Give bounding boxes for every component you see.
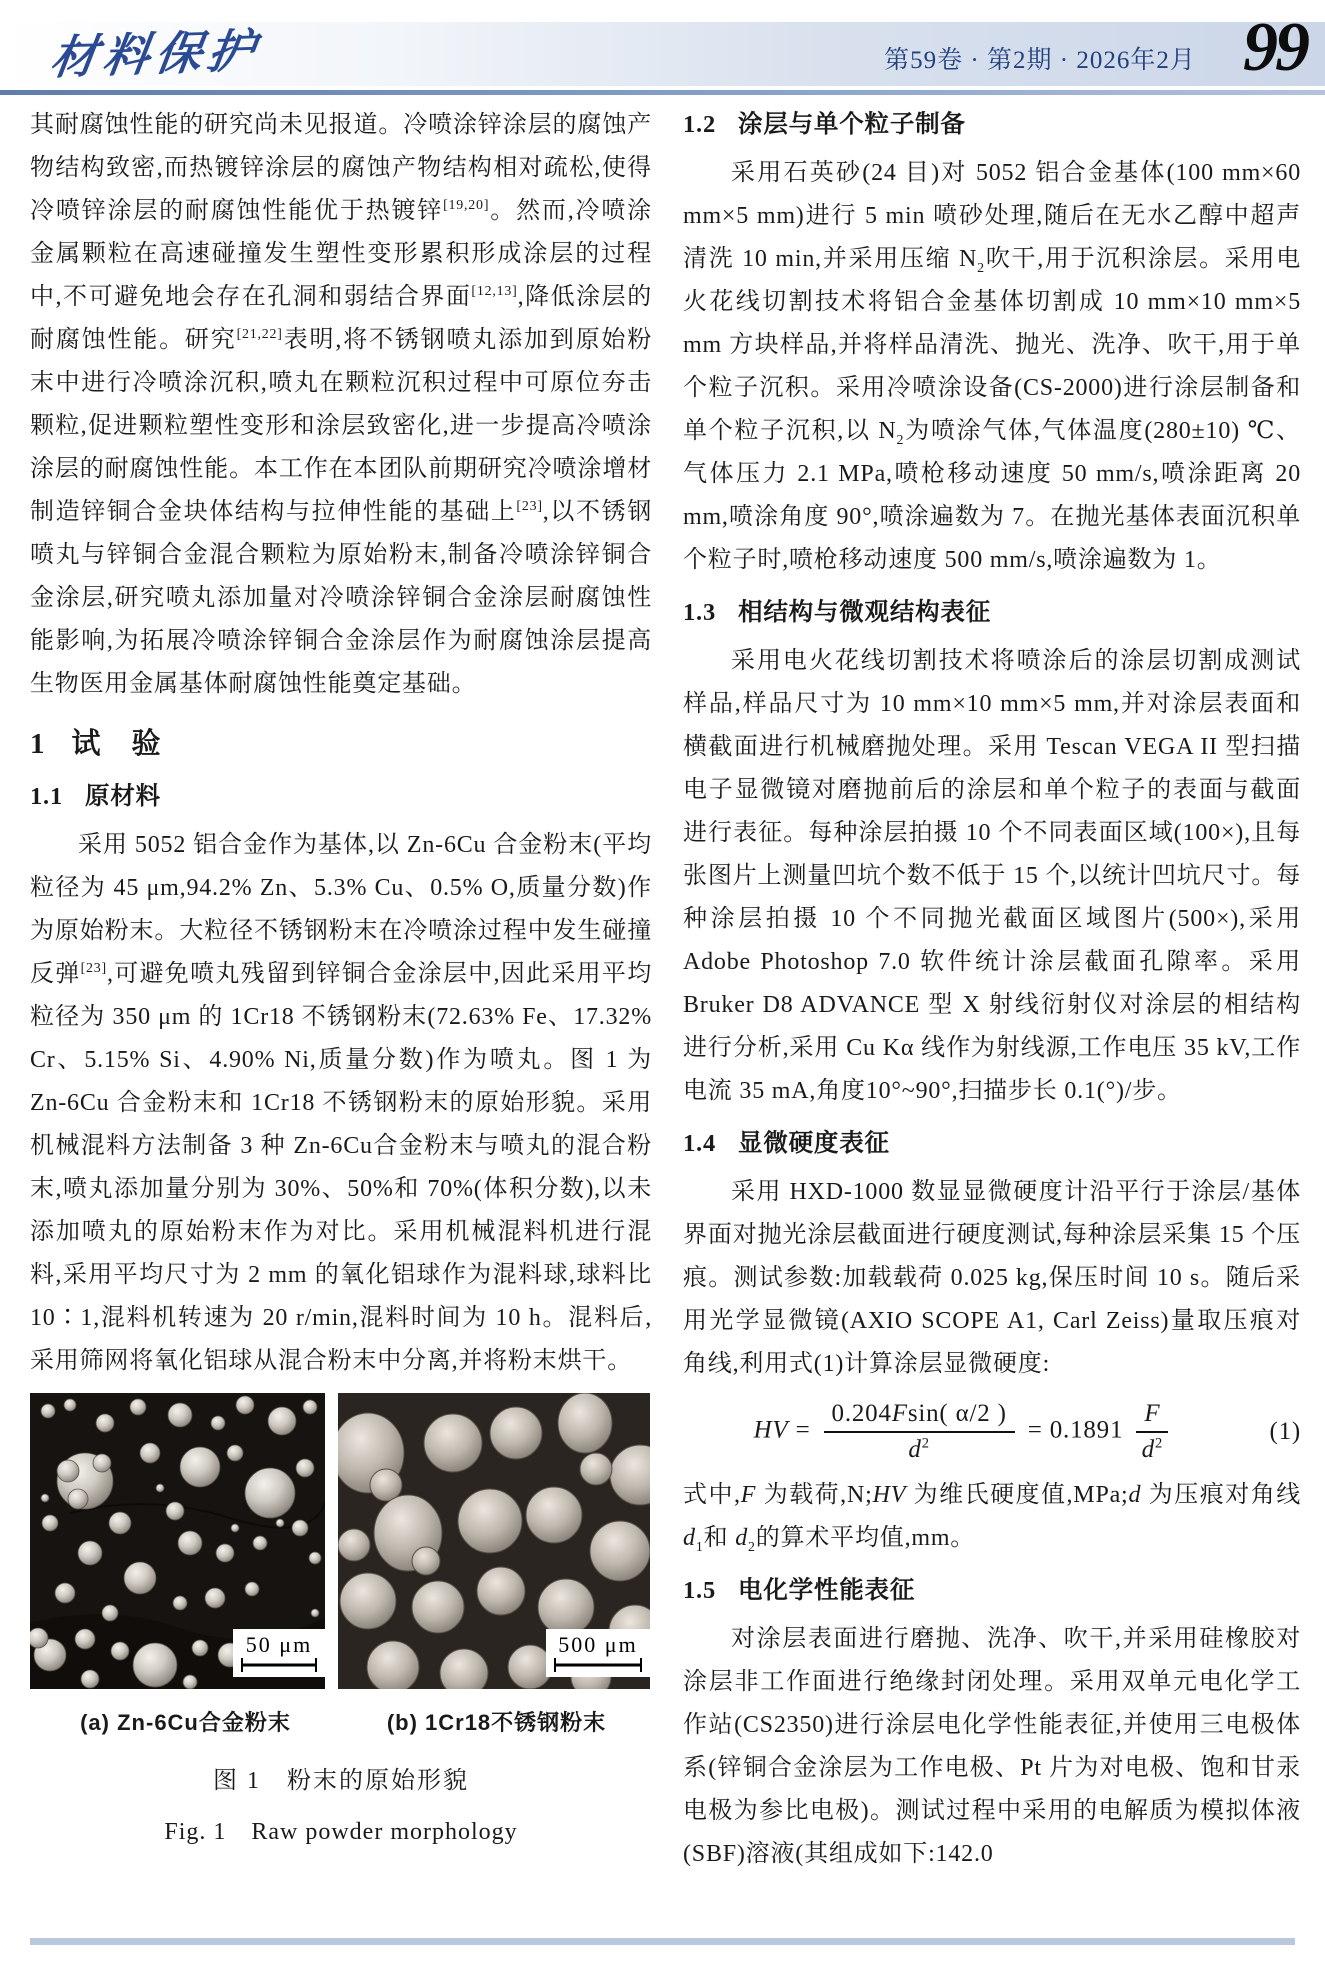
section-number: 1: [30, 728, 46, 760]
scale-bar-a: [233, 1629, 325, 1677]
scale-bar-line: [552, 1658, 644, 1672]
section-title: 相结构与微观结构表征: [738, 599, 992, 626]
figure-caption-en: Fig. 1 Raw powder morphology: [164, 1819, 518, 1845]
equation-fraction-1: $\frac{0.204Fsin( \alpha/2 )}{d^2}$: [824, 1400, 1015, 1464]
section-title: 原材料: [85, 783, 161, 810]
section-1-2-heading: [683, 104, 1301, 146]
header-rule: [0, 90, 1325, 95]
section-title: 电化学性能表征: [738, 1577, 916, 1604]
materials-paragraph: 采用 5052 铝合金作为基体,以 Zn-6Cu 合金粉末(平均粒径为 45 μm,94.2% Zn、5.3% Cu、0.5% O,质量分数)作为原始粉末。大粒径不锈钢粉末在冷喷涂过程中发生碰撞反弹[23],可避免喷丸残留到锌铜合金涂层中,因此采用平均粒径为 350 μm 的 1Cr18 不锈钢粉末(72.63% Fe、17.32% Cr、5.15% Si、4.90% Ni,质量分数)作为喷丸。图 1 为 Zn-6Cu 合金粉末和 1Cr18 不锈钢粉末的原始形貌。采用机械混料方法制备 3 种 Zn-6Cu合金粉末与喷丸的混合粉末,喷丸添加量分别为 30%、50%和 70%(体积分数),以未添加喷丸的原始粉末作为对比。采用机械混料机进行混料,采用平均尺寸为 2 mm 的氧化铝球作为混料球,球料比 10∶1,混料机转速为 20 r/min,混料时间为 10 h。混料后,采用筛网将氧化铝球从混合粉末中分离,并将粉末烘干。: [30, 832, 652, 1374]
intro-paragraph: 其耐腐蚀性能的研究尚未见报道。冷喷涂锌涂层的腐蚀产物结构致密,而热镀锌涂层的腐蚀产物结构相对疏松,使得冷喷锌涂层的耐腐蚀性能优于热镀锌[19,20]。然而,冷喷涂金属颗粒在高速碰撞发生塑性变形累积形成涂层的过程中,不可避免地会存在孔洞和弱结合界面[12,13],降低涂层的耐腐蚀性能。研究[21,22]表明,将不锈钢喷丸添加到原始粉末中进行冷喷涂沉积,喷丸在颗粒沉积过程中可原位夯击颗粒,促进颗粒塑性变形和涂层致密化,进一步提高冷喷涂涂层的耐腐蚀性能。本工作在本团队前期研究冷喷涂增材制造锌铜合金块体结构与拉伸性能的基础上[23],以不锈钢喷丸与锌铜合金混合颗粒为原始粉末,制备冷喷涂锌铜合金涂层,研究喷丸添加量对冷喷涂锌铜合金涂层耐腐蚀性能影响,为拓展冷喷涂锌铜合金涂层作为耐腐蚀涂层提高生物医用金属基体耐腐蚀性能奠定基础。: [30, 112, 653, 697]
section-title: 显微硬度表征: [738, 1130, 890, 1157]
page-number: 99: [1243, 9, 1307, 86]
right-column: [683, 104, 1301, 1876]
section-number: 1.1: [30, 783, 64, 810]
scale-bar-line: [239, 1658, 319, 1672]
issue-info: 第59卷 · 第2期 · 2026年2月: [884, 47, 1196, 74]
journal-logo: 材料保护: [47, 25, 264, 84]
figure-1: [30, 1393, 652, 1854]
footer-rule: [30, 1938, 1295, 1945]
section-1-4-heading: [683, 1123, 1301, 1165]
structure-paragraph: 采用电火花线切割技术将喷涂后的涂层切割成测试样品,样品尺寸为 10 mm×10 mm×5 mm,并对涂层表面和横截面进行机械磨抛处理。采用 Tescan VEGA II 型扫描电子显微镜对磨抛前后的涂层和单个粒子的表面与截面进行表征。每种涂层拍摄 10 个不同表面区域(100×),且每张图片上测量凹坑个数不低于 15 个,以统计凹坑尺寸。每种涂层拍摄 10 个不同抛光截面区域图片(500×),采用 Adobe Photoshop 7.0 软件统计涂层截面孔隙率。采用 Bruker D8 ADVANCE 型 X 射线衍射仪对涂层的相结构进行分析,采用 Cu Kα 线作为射线源,工作电压 35 kV,工作电流 35 mA,角度10°~90°,扫描步长 0.1(°)/步。: [683, 648, 1301, 1104]
section-number: 1.5: [683, 1577, 717, 1604]
equation-fraction-2: $\frac{F}{d^2}$: [1136, 1400, 1168, 1464]
equation-note-paragraph: 式中,F 为载荷,N;HV 为维氏硬度值,MPa;d 为压痕对角线 $d_1$和 $d_2$的算术平均值,mm。: [683, 1482, 1301, 1555]
section-1-heading: [30, 722, 652, 766]
equation-mid: = 0.1891: [1020, 1416, 1131, 1444]
panel-b-caption: (b) 1Cr18不锈钢粉末: [386, 1710, 607, 1735]
section-1-3-heading: [683, 592, 1301, 634]
left-column: [30, 104, 652, 1854]
equation-1: [683, 1400, 1301, 1464]
section-title: 涂层与单个粒子制备: [738, 111, 966, 138]
sem-image-zn6cu: [30, 1393, 325, 1689]
section-number: 1.2: [683, 111, 717, 138]
sem-image-1cr18: [338, 1393, 650, 1689]
equation-lhs: HV =: [753, 1416, 818, 1444]
scale-bar-label: 50 μm: [245, 1632, 313, 1657]
hardness-paragraph: 采用 HXD-1000 数显显微硬度计沿平行于涂层/基体界面对抛光涂层截面进行硬度测试,每种涂层采集 15 个压痕。测试参数:加载载荷 0.025 kg,保压时间 10 s。随后采用光学显微镜(AXIO SCOPE A1, Carl Zeiss)量取压痕对角线,利用式(1)计算涂层显微硬度:: [683, 1179, 1301, 1377]
panel-a-caption: (a) Zn-6Cu合金粉末: [80, 1710, 291, 1735]
section-number: 1.4: [683, 1130, 717, 1157]
scale-bar-b: [546, 1629, 650, 1677]
section-number: 1.3: [683, 599, 717, 626]
coating-prep-paragraph: 采用石英砂(24 目)对 5052 铝合金基体(100 mm×60 mm×5 mm)进行 5 min 喷砂处理,随后在无水乙醇中超声清洗 10 min,并采用压缩 $N_2$吹干,用于沉积涂层。采用电火花线切割技术将铝合金基体切割成 10 mm×10 mm×5 mm 方块样品,并将样品清洗、抛光、洗净、吹干,用于单个粒子沉积。采用冷喷涂设备(CS-2000)进行涂层制备和单个粒子沉积,以 $N_2$为喷涂气体,气体温度(280±10) ℃、气体压力 2.1 MPa,喷枪移动速度 50 mm/s,喷涂距离 20 mm,喷涂角度 90°,喷涂遍数为 7。在抛光基体表面沉积单个粒子时,喷枪移动速度 500 mm/s,喷涂遍数为 1。: [683, 160, 1301, 573]
section-title: 试 验: [71, 728, 162, 760]
section-1-1-heading: [30, 776, 652, 818]
figure-caption-zh: 图 1 粉末的原始形貌: [213, 1768, 469, 1794]
electrochem-paragraph: 对涂层表面进行磨抛、洗净、吹干,并采用硅橡胶对涂层非工作面进行绝缘封闭处理。采用双单元电化学工作站(CS2350)进行涂层电化学性能表征,并使用三电极体系(锌铜合金涂层为工作电极、Pt 片为对电极、饱和甘汞电极为参比电极)。测试过程中采用的电解质为模拟体液(SBF)溶液(其组成如下:142.0: [683, 1626, 1301, 1867]
section-1-5-heading: [683, 1570, 1301, 1612]
panel-captions: [30, 1701, 652, 1744]
equation-number: (1): [1269, 1418, 1301, 1445]
scale-bar-label: 500 μm: [558, 1632, 638, 1657]
equation-body: [683, 1400, 1245, 1464]
figure-panels: [30, 1393, 652, 1689]
